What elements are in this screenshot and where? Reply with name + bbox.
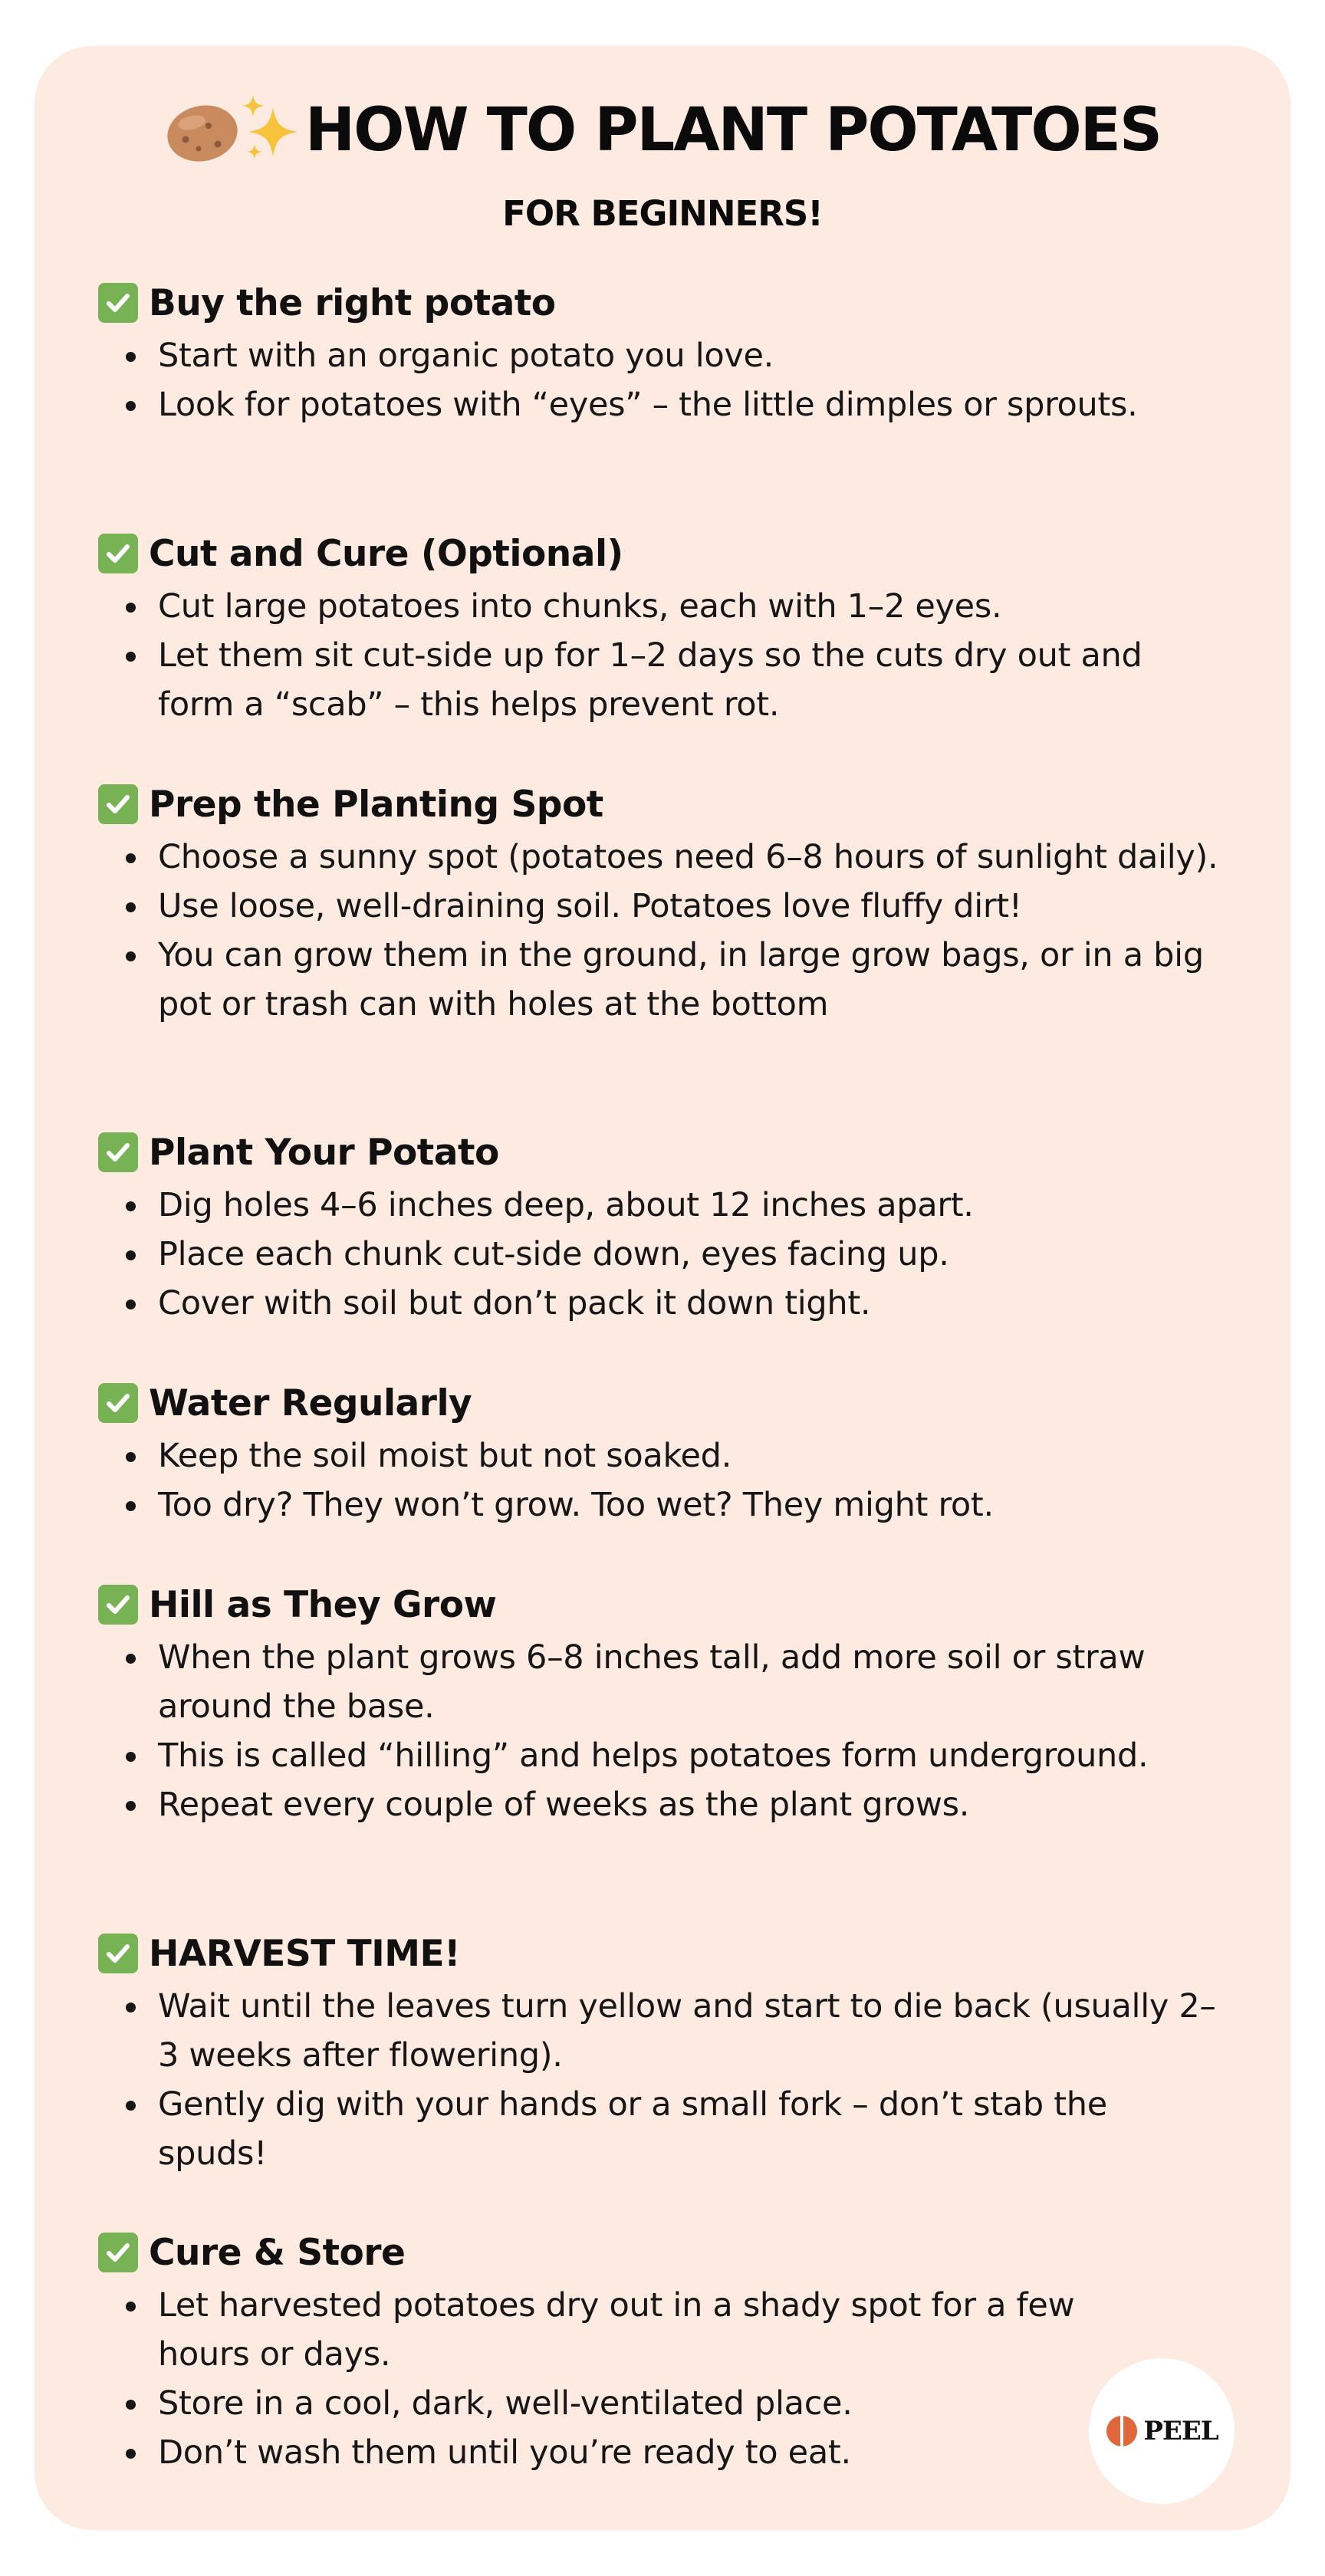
- section-header: [98, 1581, 1225, 1628]
- section-title: Water Regularly: [149, 1382, 472, 1424]
- section-buy-potato: [98, 279, 1225, 429]
- section-harvest-time: [98, 1930, 1225, 2178]
- section-title: Prep the Planting Spot: [149, 783, 603, 826]
- bullet-list: [98, 1982, 1225, 2178]
- check-mark-icon: [98, 1585, 138, 1625]
- section-header: [98, 279, 1225, 327]
- bullet-list: [98, 1633, 1225, 1829]
- section-title: HARVEST TIME!: [149, 1932, 461, 1975]
- list-item: Cut large potatoes into chunks, each with 1–2 eyes.: [98, 582, 1225, 631]
- list-item: Choose a sunny spot (potatoes need 6–8 hours of sunlight daily).: [98, 833, 1225, 882]
- section-header: [98, 1129, 1225, 1176]
- section-title: Buy the right potato: [149, 281, 556, 324]
- brand-name: PEEL: [1143, 2416, 1218, 2446]
- section-header: [98, 2229, 1225, 2276]
- list-item: Place each chunk cut-side down, eyes facing up.: [98, 1230, 1225, 1279]
- section-header: [98, 780, 1225, 828]
- check-mark-icon: [98, 1383, 138, 1423]
- section-header: [98, 1930, 1225, 1977]
- list-item: Store in a cool, dark, well-ventilated place.: [98, 2379, 1080, 2428]
- sparkles-icon: [238, 94, 307, 167]
- section-header: [98, 530, 1225, 577]
- list-item: Keep the soil moist but not soaked.: [98, 1431, 1225, 1480]
- list-item: Cover with soil but don’t pack it down tight.: [98, 1279, 1225, 1328]
- list-item: Let harvested potatoes dry out in a shady spot for a few hours or days.: [98, 2281, 1080, 2379]
- bullet-list: [98, 833, 1225, 1029]
- bullet-list: [98, 1431, 1225, 1530]
- check-mark-icon: [98, 1934, 138, 1973]
- list-item: Don’t wash them until you’re ready to eat.: [98, 2428, 1080, 2477]
- list-item: You can grow them in the ground, in large grow bags, or in a big pot or trash can with holes at the bottom: [98, 931, 1225, 1029]
- page-subtitle: FOR BEGINNERS!: [502, 193, 823, 234]
- list-item: Use loose, well-draining soil. Potatoes love fluffy dirt!: [98, 882, 1225, 931]
- section-cut-and-cure: [98, 530, 1225, 729]
- check-mark-icon: [98, 283, 138, 323]
- page-title: HOW TO PLANT POTATOES: [304, 96, 1162, 165]
- section-water-regularly: [98, 1379, 1225, 1530]
- list-item: Gently dig with your hands or a small fork – don’t stab the spuds!: [98, 2080, 1225, 2178]
- list-item: Look for potatoes with “eyes” – the little dimples or sprouts.: [98, 380, 1225, 429]
- section-prep-planting-spot: [98, 780, 1225, 1029]
- bullet-list: [98, 582, 1225, 729]
- list-item: When the plant grows 6–8 inches tall, add more soil or straw around the base.: [98, 1633, 1225, 1731]
- list-item: Wait until the leaves turn yellow and start to die back (usually 2–3 weeks after flowering).: [98, 1982, 1225, 2080]
- list-item: Let them sit cut-side up for 1–2 days so the cuts dry out and form a “scab” – this helps prevent rot.: [98, 631, 1225, 729]
- title-row: [0, 92, 1325, 169]
- section-header: [98, 1379, 1225, 1427]
- section-plant-potato: [98, 1129, 1225, 1328]
- section-title: Cut and Cure (Optional): [149, 532, 623, 575]
- bullet-list: [98, 1181, 1225, 1328]
- title-icons: [164, 92, 305, 169]
- peel-logo: [1089, 2358, 1235, 2504]
- list-item: Start with an organic potato you love.: [98, 331, 1225, 380]
- list-item: Dig holes 4–6 inches deep, about 12 inches apart.: [98, 1181, 1225, 1230]
- list-item: Repeat every couple of weeks as the plant grows.: [98, 1780, 1225, 1829]
- section-hill-as-they-grow: [98, 1581, 1225, 1829]
- potato-icon: [164, 100, 241, 164]
- section-title: Cure & Store: [149, 2231, 406, 2274]
- peel-logo-icon: [1105, 2414, 1139, 2448]
- section-cure-and-store: [98, 2229, 1225, 2477]
- check-mark-icon: [98, 534, 138, 573]
- section-title: Hill as They Grow: [149, 1583, 497, 1626]
- list-item: Too dry? They won’t grow. Too wet? They might rot.: [98, 1480, 1225, 1530]
- bullet-list: [98, 331, 1225, 429]
- check-mark-icon: [98, 1132, 138, 1172]
- check-mark-icon: [98, 784, 138, 824]
- section-title: Plant Your Potato: [149, 1131, 499, 1174]
- check-mark-icon: [98, 2233, 138, 2272]
- bullet-list: [98, 2281, 1080, 2477]
- list-item: This is called “hilling” and helps potatoes form underground.: [98, 1731, 1225, 1780]
